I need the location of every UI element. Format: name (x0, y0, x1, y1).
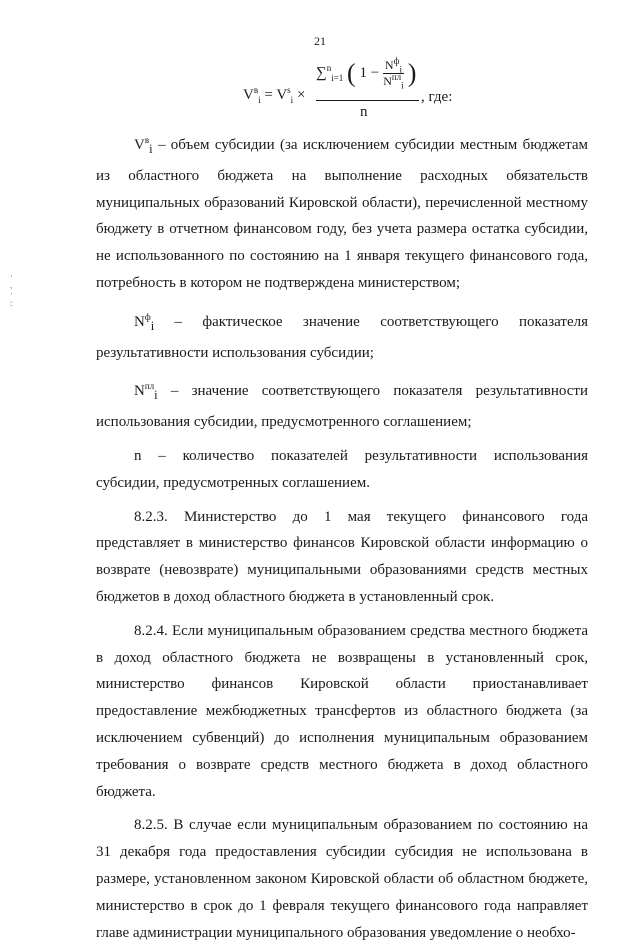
definition-n-plan: $N^{пл}_i$ – значение соответствующего показателя результативности использования субсидии, предусмотренного соглашением; (96, 381, 588, 431)
formula-suffix: , где: (421, 89, 453, 105)
page-number: 21 (314, 34, 326, 48)
paragraph-8-2-5: 8.2.5. В случае если муниципальным образованием по состоянию на 31 декабря года предоставления субсидии субсидия не использована в размере, установленном законом Кировской области об областном бюджете, министерство в срок до 1 февраля текущего финансового года направляет главе администрации муниципального образования уведомление о необхо- (96, 817, 588, 941)
definition-v: $V^в_i$ – объем субсидии (за исключением субсидии местным бюджетам из областного бюджета на выполнение расходных обязательств муниципальных образований Кировской области), перечисленной местному бюджету в отчетном финансовом году, без учета размера остатка субсидии, не использованного по состоянию на 1 января текущего финансового года, потребность в котором не подтверждена министерством; (96, 135, 588, 291)
subsidy-formula (0, 58, 640, 118)
document-body (96, 127, 588, 946)
formula-left-side: $V^в_i = V^s_i$ × (243, 85, 306, 105)
margin-scan-marks: · , · : (10, 271, 13, 308)
paragraph-8-2-4: 8.2.4. Если муниципальным образованием средства местного бюджета в доход областного бюджета не возвращены в установленный срок, министерство финансов Кировской области приостанавливает предоставление межбюджетных трансфертов из областного бюджета (за исключением субвенций) до исполнения муниципальным образованием требования о возврате средств местного бюджета в доход областного бюджета. (96, 622, 588, 800)
formula-denominator: n (360, 104, 368, 120)
paragraph-8-2-3: 8.2.3. Министерство до 1 мая текущего финансового года представляет в министерство финансов Кировской области информацию о возврате (невозврате) муниципальными образованиями средств местных бюджетов в доход областного бюджета в установленный срок. (96, 508, 588, 605)
ratio-fraction: $\frac{N^ф_i}{N^{пл}_i}$ (383, 56, 404, 91)
formula-numerator: ∑$^n_{i=1}$ ( 1 − $\frac{N^ф_i}{N^{пл}_i}$ ) (316, 56, 417, 91)
definition-n-count: n – количество показателей результативности использования субсидии, предусмотренных соглашением. (96, 447, 588, 491)
definition-n-fact: $N^ф_i$ – фактическое значение соответствующего показателя результативности использования субсидии; (96, 311, 588, 361)
fraction-bar (316, 100, 419, 101)
